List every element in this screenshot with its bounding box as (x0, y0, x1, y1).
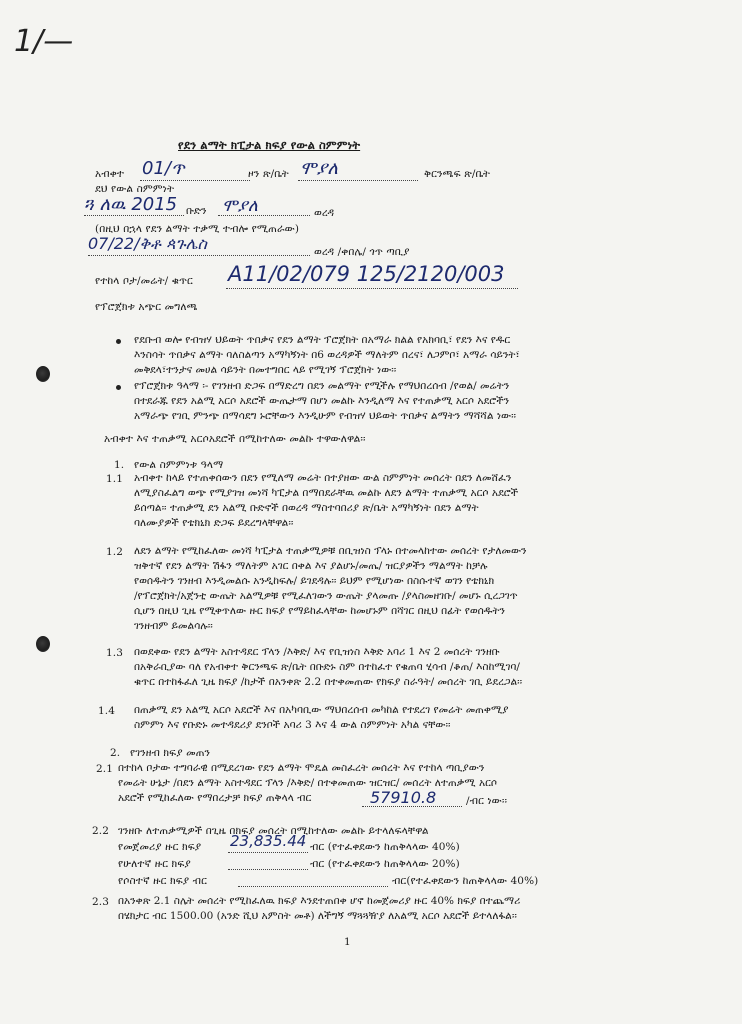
text-line: የወሰዱትን ገንዘብ እንዲመልሱ አንዲከፍሉ/ ይገደዳሉ፡፡ ይህም የሚሆነው በስሱተኛ ወገን የቴክኒክ (134, 575, 495, 587)
text-line: ሲሆን በዚህ ጊዜ የሚቀጥለው ዙር ክፍያ የማይከፈላቸው ከመሆኑም በሻገር በዚህ በፊት የወሰዱትን (134, 605, 505, 617)
handwritten-kebele: 07/22/ቅቶ ጳጉሌስ (88, 234, 207, 253)
text-line: /የፕሮጀክት/አጀንቲ ውጤት አልሚዎቹ የሚፈለገውን ውጤት ያላመጡ /ያላስመዘገቡ/ መሆኑ ሲረጋገጥ (134, 590, 518, 602)
item-2-1-paragraph (118, 761, 497, 806)
item-number: 2.3 (92, 896, 109, 908)
section1-number: 1. (114, 459, 125, 471)
item-1-2-paragraph (134, 544, 527, 634)
handwritten-first-payment: 23,835.44 (230, 832, 307, 850)
payment-row-note: ብር (የተፈቀደውን ከጠቅላላው 20%) (310, 858, 460, 870)
bullet-dot (116, 339, 121, 344)
dotted-line (88, 255, 310, 256)
dotted-line (238, 886, 388, 887)
header-label-branch: ቅርንጫፍ ጽ/ቤት (424, 168, 491, 180)
text-line: በአንቀጽ 2.1 ስሌት መሰረት የሚከፈለዉ ክፍያ እንደተጠበቀ ሆኖ ከመጀመሪያ ዙር 40% ክፍያ በተጨማሪ (118, 895, 521, 907)
header-label-absi: አብቀተ (95, 168, 125, 180)
section2-number: 2. (110, 747, 121, 759)
intro-text: አብቀተ እና ተጠቃሚ አርሶአደሮች በሚከተለው መልኩ ተዋውለዋል፡፡ (104, 433, 366, 445)
text-line: ይሰጣል፡፡ ተጠቃሚ ደን አልሚ ቡድኖች በወረዳ ማስተባበሪያ ጽ/ቤት አማካኝነት በደን ልማት (134, 502, 479, 514)
header-label-kebele: ወረዳ /ቀበሌ/ ጎጥ ጣቢያ (314, 246, 410, 258)
amount-suffix: /ብር ነው፡፡ (466, 795, 508, 807)
text-line: የደቡብ ወሎ የብዝሃ ህይወት ጥበቃና የደን ልማት ፕሮጀክት በአማራ ክልል የአክባቢ፣ የደን እና የዱር (134, 334, 511, 346)
item-number: 2.1 (96, 763, 113, 775)
dotted-line (140, 180, 250, 181)
text-line: ለደን ልማት የሚከፈለው መነሻ ካፒታል ተጠቃሚዎቹ በቢዝነስ ፕላኑ በተመላከተው መሰረት የታለመውን (134, 545, 527, 557)
payment-row-label: የሁለተኛ ዙር ክፍያ (118, 858, 191, 870)
text-line: ለሚያስፈልግ ወጭ የሚያገዝ መነሻ ካፒታል በማበደራቸዉ መልኩ ለደን ልማት ተጠቃሚ አርሶ አደሮች (134, 487, 519, 499)
handwritten-absi-number: 01/ጥ (142, 158, 185, 179)
handwritten-total-amount: 57910.8 (370, 788, 437, 807)
item-1-4-paragraph (134, 703, 509, 733)
document-title: የደን ልማት ክፒታል ክፍያ የውል ስምምነት (178, 138, 361, 152)
text-line: አማራጭ የገቢ ምንጭ በማሳደግ ኑሮቸውን እንዲሁም የብዝሃ ህይወት ጥበቃና ልማትን ማሻሻል ነው፡፡ (134, 410, 517, 422)
item-1-3-paragraph (134, 645, 522, 690)
dotted-line (84, 215, 184, 216)
handwritten-plot-number: A11/02/079 125/2120/003 (228, 262, 505, 286)
dotted-line (228, 852, 308, 853)
text-line: መቅደላ፣ተንታና መሀል ሳይንት በመተግበር ላይ የሚገኝ ፕሮጀክት ነው፡፡ (134, 364, 397, 376)
item-number: 1.2 (106, 546, 123, 558)
text-line: ዝቅተኛ የደን ልማት ሽፋን ማለትም አገር በቀል እና ያልሆኑ/መጤ/ ዝርያዎችን ማልማት ከቻሉ (134, 560, 488, 572)
item-number: 1.4 (98, 705, 115, 717)
header-label-plot: የተከላ ቦታ/መሬት/ ቁጥር (95, 275, 193, 287)
header-line-7: የፕሮጀክቱ አጭር መግለጫ (95, 301, 198, 313)
item-number: 2.2 (92, 825, 109, 837)
bullet-dot (116, 385, 121, 390)
text-line: በተደራጁ የደን አልሚ አርሶ አደሮች ውጤታማ በሆነ መልኩ እንዲለማ እና የተጠቃሚ አርሶ አደሮችን (134, 395, 510, 407)
section2-heading: የገንዘብ ክፍያ መጠን (130, 747, 211, 759)
punch-hole (36, 636, 50, 652)
item-2-3-paragraph (118, 894, 520, 924)
text-line: በተከላ ቦታው ተግባራዊ በሚደረገው የደን ልማት ሞዴል መስፈረት መሰረት እና የተከላ ጣቢያውን (118, 762, 485, 774)
text-line: ቁጥር በተከፋፈለ ጊዜ ክፍያ /ከታች በአንቀጽ 2.2 በተቀመጠው የክፍያ ስራዓት/ መሰረት ገቢ ይደረጋል፡፡ (134, 676, 523, 688)
payment-row-note: ብር(የተፈቀደውን ከጠቅላላው 40%) (392, 875, 539, 887)
text-line: በጠቃሚ ደን አልሚ አርሶ አደሮች እና በአካባቢው ማህበረሰብ መካከል የተደረገ የመሬት መጠቀሚያ (134, 704, 509, 716)
text-line: አደሮች የሚከፈለው የማበረታቻ ክፍያ ጠቅላላ ብር (118, 792, 312, 804)
text-line: የመሬት ሁኔታ /በደን ልማት አስተዳደር ፕላን /እቅድ/ በተቀመጠው ዝርዝር/ መሰረት ለተጠቃሚ አርሶ (118, 777, 498, 789)
item-number: 1.1 (106, 473, 123, 485)
text-line: ገንዘብም ይመልሳሉ፡፡ (134, 620, 213, 632)
item-number: 1.3 (106, 647, 123, 659)
header-line-4: (በዚህ በኋላ የደን ልማት ተቃሚ ተብሎ የሚጠራው) (95, 223, 300, 235)
text-line: እንስሳት ጥበቃና ልማት ባለስልጣን አማካኝነት በ6 ወረዳዎች ማለትም በረና፣ ለጋምቦ፣ አማራ ሳይንት፣ (134, 349, 520, 361)
payment-row-note: ብር (የተፈቀደውን ከጠቅላላው 40%) (310, 841, 460, 853)
payment-row-label: የሶስተኛ ዙር ክፍያ ብር (118, 875, 208, 887)
section1-heading: የውል ስምምነቱ ዓላማ (134, 459, 224, 471)
header-line-2: ደህ የውል ስምምነት (95, 183, 175, 195)
item-2-2-intro: ገንዘቡ ለተጠቃሚዎች በጊዜ በክፍያ መሰረት በሚከተለው መልኩ ይተላለፍላቸዋል (118, 825, 429, 837)
handwritten-zone: ሞያለ (300, 158, 338, 179)
text-line: በወደቀው የደን ልማት አስተዳደር ፕላን /እቅድ/ እና የቢዝነስ እቅድ አባሪ 1 እና 2 መሰረት ገንዘቡ (134, 646, 500, 658)
text-line: አብቀተ ከላይ የተጠቀሰውን በደን የሚለማ መሬት በተያዘው ውል ስምምነት መሰረት በደን ለመሸፈን (134, 472, 512, 484)
payment-row-label: የመጀመሪያ ዙር ክፍያ (118, 841, 202, 853)
header-label-zone: ዞን ጽ/ቤት (248, 168, 289, 180)
text-line: የፕሮጀክቱ ዓላማ ፡- የገንዘብ ድጋፍ በማድረግ በደን መልማት የሚችሉ የማህበረሰብ /የወል/ መሬትን (134, 380, 510, 392)
text-line: ስምምነ እና የቡድኑ መተዳደሪያ ደንቦች አባሪ 3 እና 4 ውል ስምምነት አካል ናቸው፡፡ (134, 719, 451, 731)
bullet-paragraph (134, 379, 516, 424)
handwritten-team: ሞያለ (222, 196, 258, 216)
text-line: በአቅራቢያው ባለ የአብቀተ ቅርንጫፍ ጽ/ቤት በቡድኑ ስም በተከፈተ የቁጠባ ሂሳብ /ቆጠ/ እስከሚገባ/ (134, 661, 520, 673)
header-label-woreda: ወረዳ (314, 207, 335, 219)
bullet-paragraph (134, 333, 520, 378)
corner-handwritten-mark: 1/— (14, 24, 74, 59)
punch-hole (36, 366, 50, 382)
dotted-line (228, 869, 308, 870)
text-line: ባለሙያዎች የቴክኒክ ድጋፍ ይደረግላቸዋል፡፡ (134, 517, 294, 529)
dotted-line (226, 288, 518, 289)
dotted-line (298, 180, 418, 181)
dotted-line (362, 806, 462, 807)
dotted-line (218, 215, 310, 216)
header-label-team: ቡድን (186, 205, 207, 217)
text-line: በሄክታር ብር 1500.00 (አንድ ሺህ አምስት መቶ) ለችግኝ ማጓጓዥያ ለአልሚ አርሶ አደሮች ይተላለፋል፡፡ (118, 910, 517, 922)
handwritten-date: ጓ ለዉ 2015 (84, 194, 178, 215)
item-1-1-paragraph (134, 471, 518, 531)
page-number: 1 (344, 936, 351, 948)
